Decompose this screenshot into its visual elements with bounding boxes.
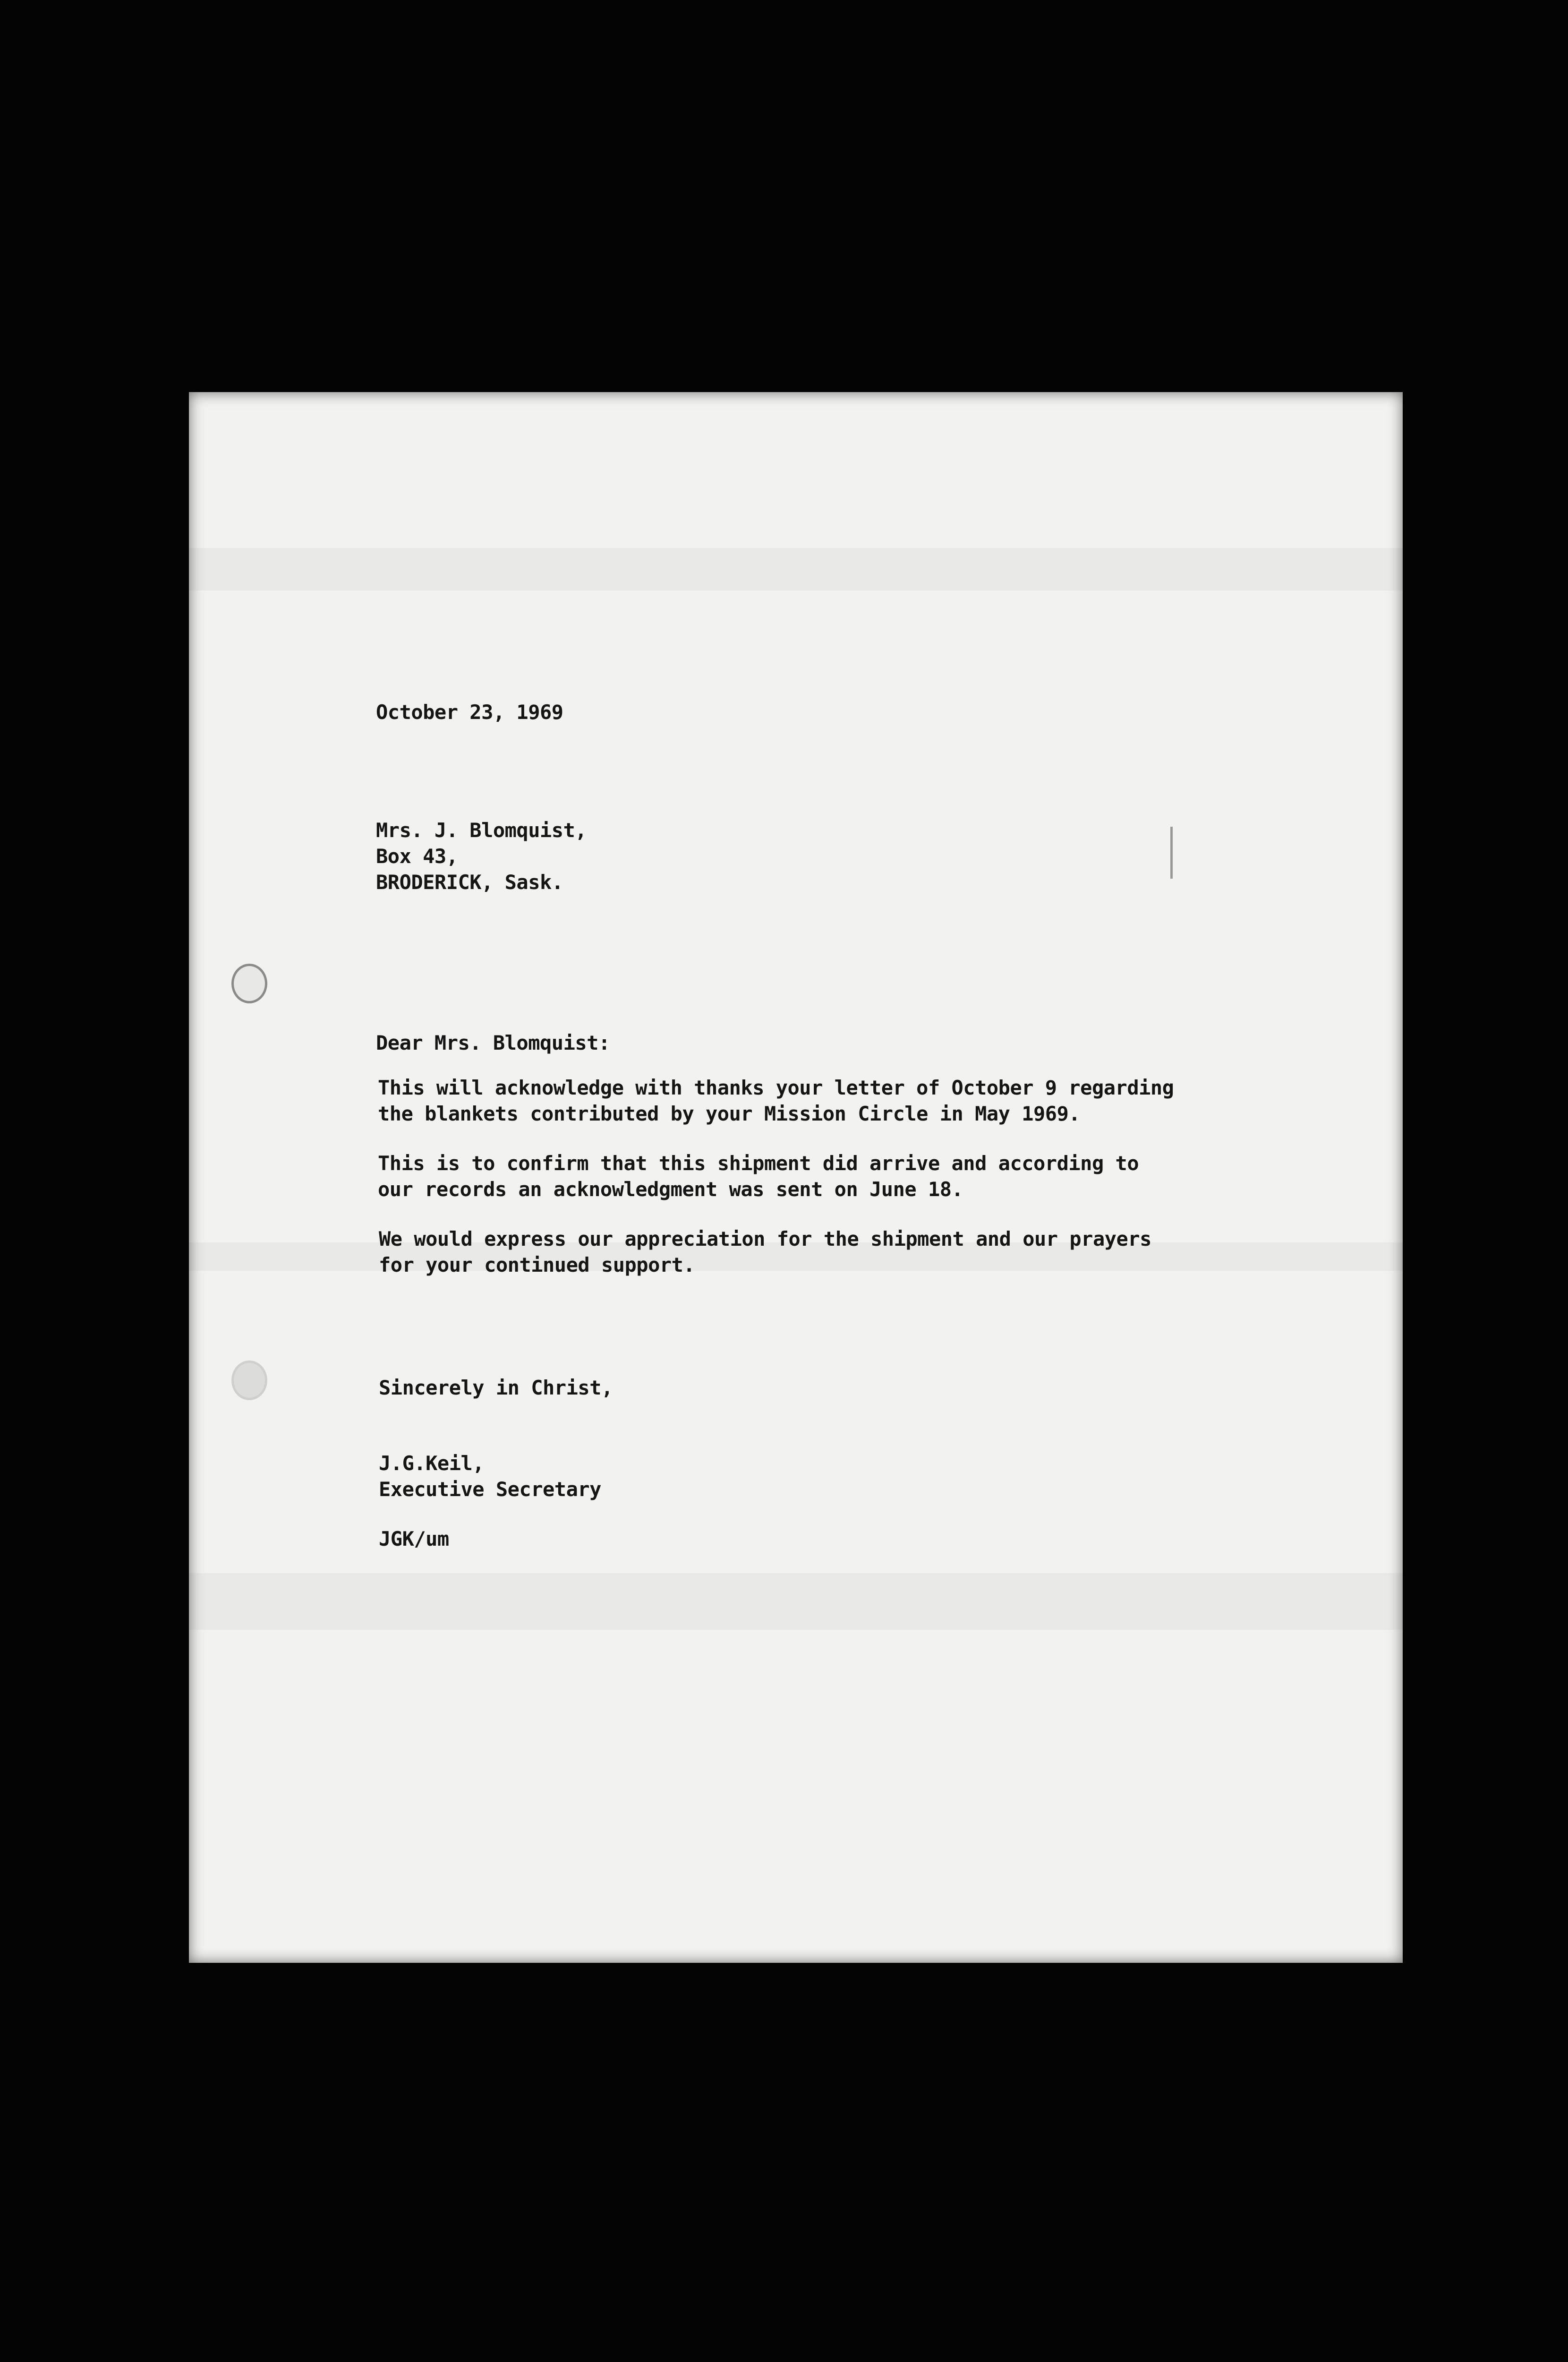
paragraph-1-line-2: the blankets contributed by your Mission Circle in May 1969. (378, 1102, 1081, 1125)
recipient-name: Mrs. J. Blomquist, (376, 819, 587, 842)
salutation: Dear Mrs. Blomquist: (376, 1031, 610, 1054)
paragraph-3-line-2: for your continued support. (379, 1253, 695, 1276)
paragraph-2-line-1: This is to confirm that this shipment did arrive and according to (378, 1152, 1139, 1175)
recipient-city: BRODERICK, Sask. (376, 871, 563, 894)
scan-band (189, 548, 1403, 590)
pencil-mark (1170, 827, 1173, 879)
paragraph-2-line-2: our records an acknowledgment was sent on June 18. (378, 1178, 963, 1201)
reference-initials: JGK/um (379, 1527, 449, 1550)
signer-title: Executive Secretary (379, 1478, 601, 1501)
paragraph-1-line-1: This will acknowledge with thanks your letter of October 9 regarding (378, 1076, 1174, 1099)
letter-sheet (189, 392, 1403, 1963)
letter-date: October 23, 1969 (376, 701, 563, 724)
punch-hole-faded (231, 1361, 267, 1400)
closing: Sincerely in Christ, (379, 1376, 613, 1399)
signer-name: J.G.Keil, (379, 1452, 485, 1475)
scan-band (189, 1573, 1403, 1630)
recipient-box: Box 43, (376, 845, 458, 868)
punch-hole (231, 964, 267, 1003)
paragraph-3-line-1: We would express our appreciation for the shipment and our prayers (379, 1227, 1151, 1250)
